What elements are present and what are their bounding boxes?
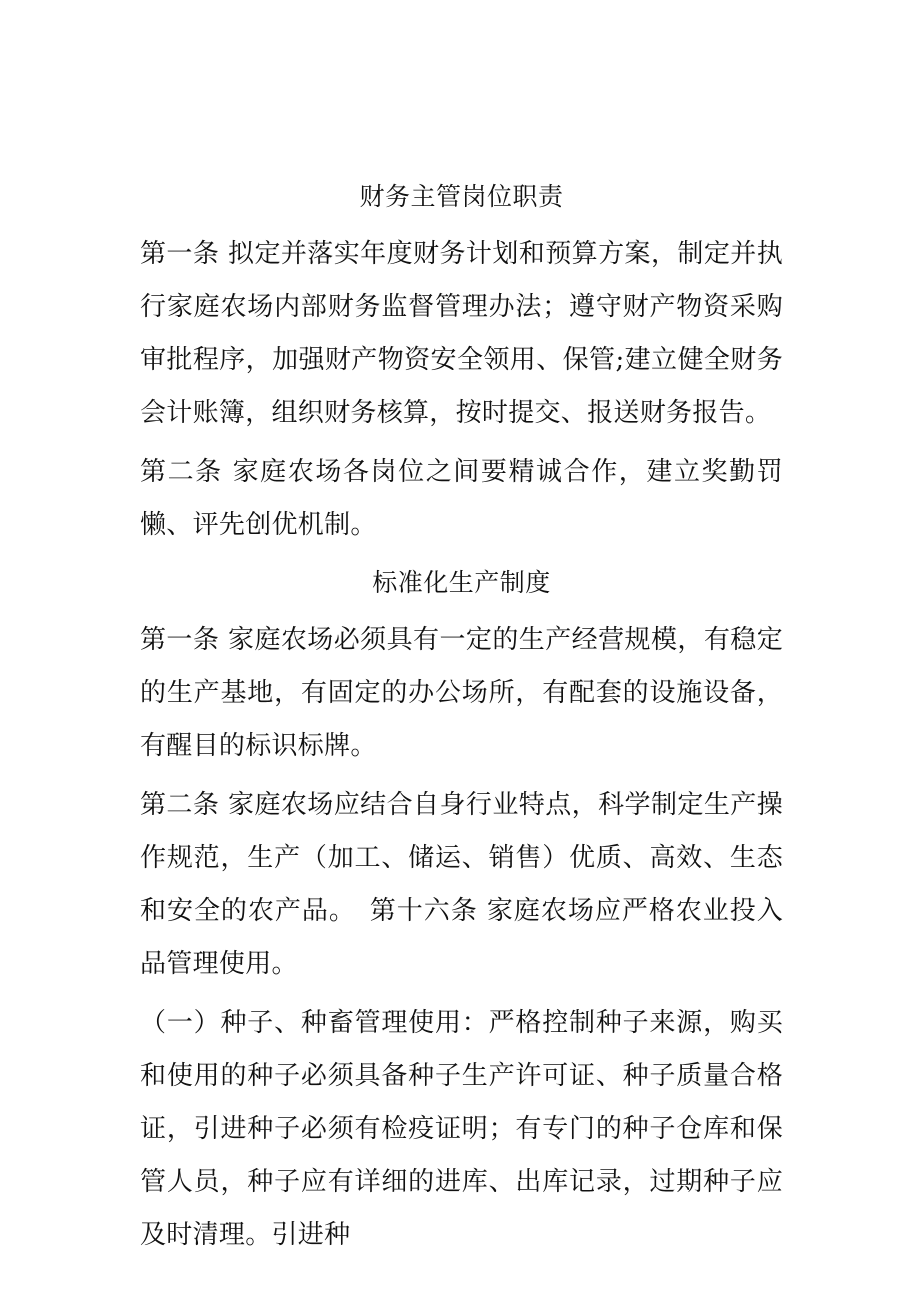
section-title-finance-supervisor: 财务主管岗位职责 bbox=[359, 182, 564, 211]
article-2-production: 第二条 家庭农场应结合自身行业特点，科学制定生产操作规范，生产（加工、储运、销售）优质、高效、生态和安全的农产品。 第十六条 家庭农场应严格农业投入品管理使用。 bbox=[140, 790, 783, 979]
section-title-standard-production: 标准化生产制度 bbox=[372, 568, 551, 597]
article-1-production: 第一条 家庭农场必须具有一定的生产经营规模，有稳定的生产基地，有固定的办公场所，有配套的设施设备，有醒目的标识标牌。 bbox=[140, 625, 783, 761]
article-1-finance: 第一条 拟定并落实年度财务计划和预算方案，制定并执行家庭农场内部财务监督管理办法；遵守财产物资采购审批程序，加强财产物资安全领用、保管;建立健全财务会计账簿，组织财务核算，按时提交、报送财务报告。 bbox=[140, 239, 783, 428]
clause-1-seeds: （一）种子、种畜管理使用：严格控制种子来源，购买和使用的种子必须具备种子生产许可证、种子质量合格证，引进种子必须有检疫证明；有专门的种子仓库和保管人员，种子应有详细的进库、出库记录，过期种子应及时清理。引进种 bbox=[140, 1008, 783, 1250]
article-2-finance: 第二条 家庭农场各岗位之间要精诚合作，建立奖勤罚懒、评先创优机制。 bbox=[140, 457, 783, 540]
document-page bbox=[140, 172, 783, 1268]
